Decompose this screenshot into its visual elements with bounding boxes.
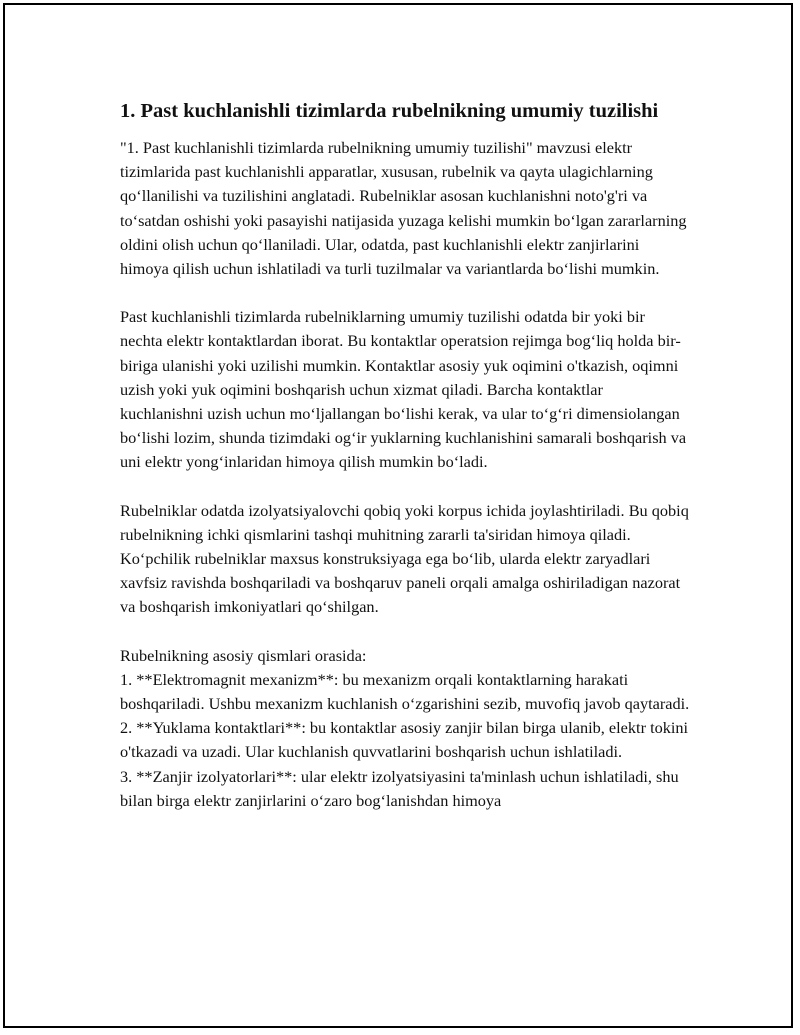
document-title: 1. Past kuchlanishli tizimlarda rubelnikning umumiy tuzilishi <box>120 100 659 122</box>
paragraph-spacer <box>120 281 690 305</box>
list-item: 3. **Zanjir izolyatorlari**: ular elektr izolyatsiyasini ta'minlash uchun ishlatiladi, shu bilan birga elektr zanjirlarini o‘zaro bog‘lanishdan himoya <box>120 766 679 810</box>
document-content <box>120 98 690 813</box>
document-page <box>3 3 793 1028</box>
list-intro: Rubelnikning asosiy qismlari orasida: <box>120 645 367 665</box>
paragraph-housing: Rubelniklar odatda izolyatsiyalovchi qobiq yoki korpus ichida joylashtiriladi. Bu qobiq rubelnikning ichki qismlarini tashqi muhitning zararli ta'siridan himoya qiladi. Ko‘pchilik rubelniklar maxsus konstruksiyaga ega bo‘lib, ularda elektr zaryadlari xavfsiz ravishda boshqariladi va boshqaruv paneli orqali amalga oshiriladigan nazorat va boshqarish imkoniyatlari qo‘shilgan. <box>120 500 689 617</box>
list-item: 2. **Yuklama kontaktlari**: bu kontaktlar asosiy zanjir bilan birga ulanib, elektr tokini o'tkazadi va uzadi. Ular kuchlanish quvvatlarini boshqarish uchun ishlatiladi. <box>120 718 689 762</box>
paragraph-spacer <box>120 620 690 644</box>
paragraph-intro: "1. Past kuchlanishli tizimlarda rubelnikning umumiy tuzilishi" mavzusi elektr tizimlarida past kuchlanishli apparatlar, xususan, rubelnik va qayta ulagichlarning qo‘llanilishi va tuzilishini anglatadi. Rubelniklar asosan kuchlanishni noto'g'ri va to‘satdan oshishi yoki pasayishi natijasida yuzaga kelishi mumkin bo‘lgan zararlarning oldini olish uchun qo‘llaniladi. Ular, odatda, past kuchlanishli elektr zanjirlarini himoya qilish uchun ishlatiladi va turli tuzilmalar va variantlarda bo‘lishi mumkin. <box>120 138 687 279</box>
list-item: 1. **Elektromagnit mexanizm**: bu mexanizm orqali kontaktlarning harakati boshqariladi. Ushbu mexanizm kuchlanish o‘zgarishini sezib, muvofiq javob qaytaradi. <box>120 669 690 714</box>
paragraph-structure: Past kuchlanishli tizimlarda rubelniklarning umumiy tuzilishi odatda bir yoki bir nechta elektr kontaktlardan iborat. Bu kontaktlar operatsion rejimga bog‘liq holda bir-biriga ulanishi yoki uzilishi mumkin. Kontaktlar asosiy yuk oqimini o'tkazish, oqimni uzish yoki yuk oqimini boshqarish uchun xizmat qiladi. Barcha kontaktlar kuchlanishni uzish uchun mo‘ljallangan bo‘lishi kerak, va ular to‘g‘ri dimensiolangan bo‘lishi lozim, shunda tizimdaki og‘ir yuklarning kuchlanishini samarali boshqarish va uni elektr yong‘inlaridan himoya qilish mumkin bo‘ladi. <box>120 307 687 472</box>
paragraph-spacer <box>120 475 690 499</box>
